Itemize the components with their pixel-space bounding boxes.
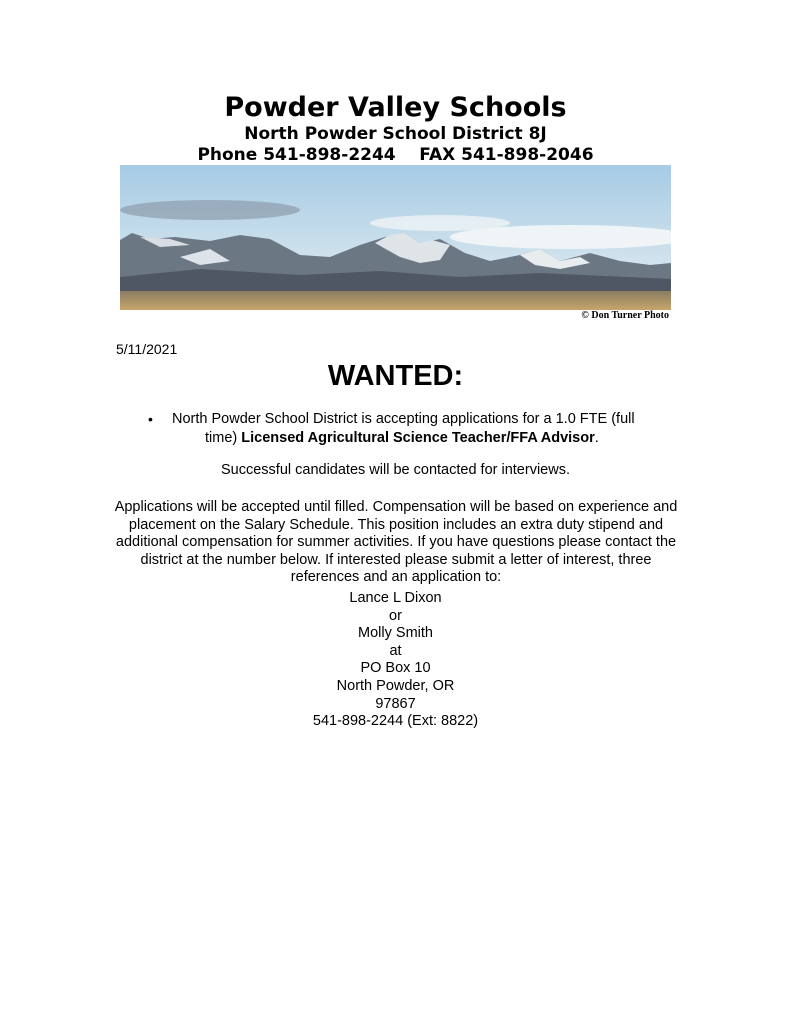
application-instructions: Applications will be accepted until filled. Compensation will be based on experience and placement on the Salary Schedule. This position includes an extra duty stipend and additional compensation for summer activities. If you have questions please contact the district at the number below. If interested please submit a letter of interest, three references and an application to:	[114, 499, 678, 586]
contact-block	[0, 590, 791, 731]
letterhead	[0, 92, 791, 166]
contact-line: Molly Smith	[358, 625, 433, 642]
org-name: Powder Valley Schools	[224, 92, 567, 123]
mountain-photo-illustration	[120, 165, 671, 310]
bullet-line-2	[172, 429, 688, 448]
headline: WANTED:	[327, 360, 464, 392]
mountain-banner-photo	[120, 165, 671, 310]
interview-note: Successful candidates will be contacted for interviews.	[221, 462, 570, 478]
bullet-icon: •	[148, 411, 153, 427]
position-bullet	[148, 410, 688, 448]
contact-line: or	[389, 607, 402, 624]
contact-line: PO Box 10	[360, 660, 431, 677]
contact-line: at	[389, 642, 402, 659]
contact-line: Lance L Dixon	[349, 590, 442, 606]
photo-credit: © Don Turner Photo	[581, 310, 669, 321]
phone-fax-line: Phone 541-898-2244 FAX 541-898-2046	[197, 145, 594, 165]
contact-line: North Powder, OR	[336, 677, 455, 694]
contact-line: 97867	[375, 695, 416, 712]
position-title: Licensed Agricultural Science Teacher/FFA Advisor	[241, 430, 595, 446]
bullet-time: time)	[205, 430, 238, 446]
bullet-end: .	[594, 430, 599, 446]
bullet-line-1: North Powder School District is accepting applications for a 1.0 FTE (full	[172, 411, 635, 427]
district-name: North Powder School District 8J	[244, 124, 547, 144]
posting-date: 5/11/2021	[116, 341, 178, 357]
contact-line: 541-898-2244 (Ext: 8822)	[312, 713, 479, 730]
